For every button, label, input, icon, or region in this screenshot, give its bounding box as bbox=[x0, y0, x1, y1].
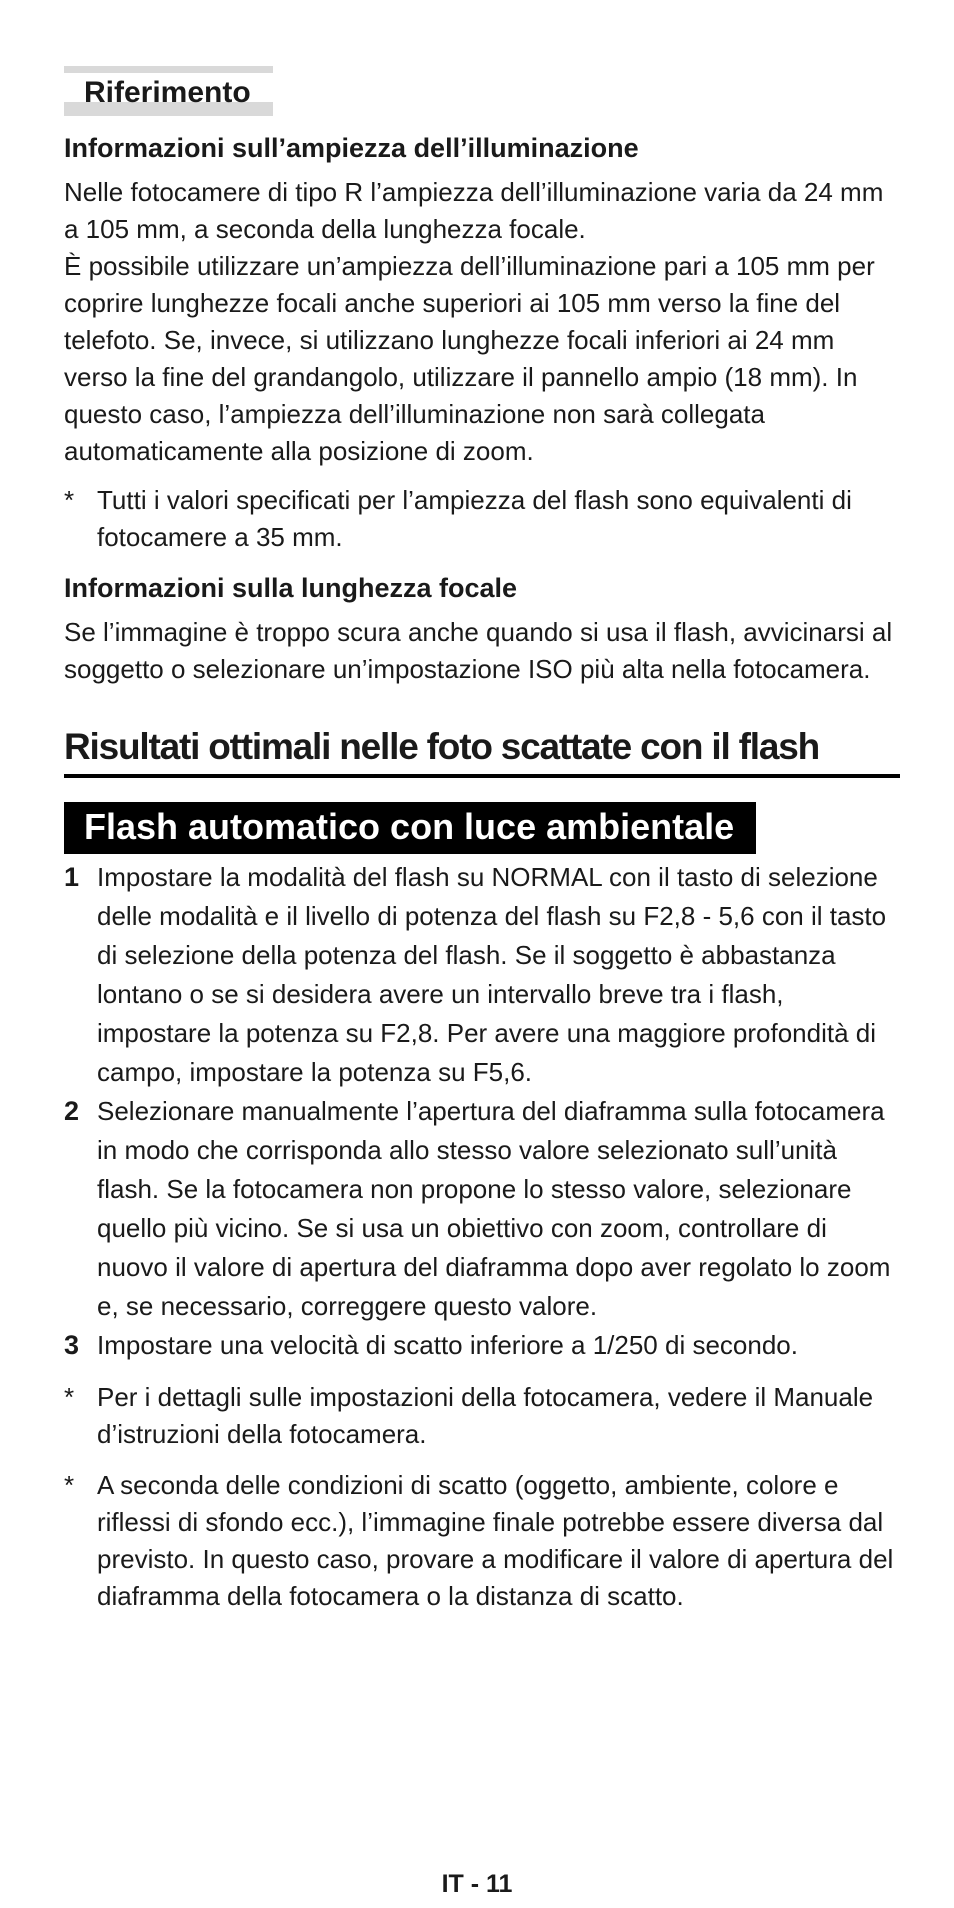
steps-list bbox=[64, 858, 900, 1365]
focal-paragraph: Se l’immagine è troppo scura anche quando si usa il flash, avvicinarsi al soggetto o selezionare un’impostazione ISO più alta nella fotocamera. bbox=[64, 617, 893, 684]
step-item bbox=[64, 1326, 900, 1365]
note-asterisk: * bbox=[64, 1470, 75, 1500]
illumination-heading: Informazioni sull’ampiezza dell’illuminazione bbox=[64, 133, 639, 163]
note-asterisk: * bbox=[64, 1382, 75, 1412]
reference-label: Riferimento bbox=[84, 76, 251, 109]
illumination-paragraph-2: È possibile utilizzare un’ampiezza dell’illuminazione pari a 105 mm per coprire lunghezze focali anche superiori ai 105 mm verso la fine del telefoto. Se, invece, si utilizzano lunghezze focali inferiori ai 24 mm verso la fine del grandangolo, utilizzare il pannello ampio (18 mm). In questo caso, l’ampiezza dell’illuminazione non sarà collegata automaticamente alla posizione di zoom. bbox=[64, 251, 875, 466]
note-text: A seconda delle condizioni di scatto (oggetto, ambiente, colore e riflessi di sfondo ecc.), l’immagine finale potrebbe essere diversa dal previsto. In questo caso, provare a modificare il valore di apertura del diaframma della fotocamera o la distanza di scatto. bbox=[97, 1470, 894, 1611]
note-item bbox=[64, 1467, 900, 1615]
manual-page bbox=[64, 66, 900, 1629]
illumination-note bbox=[64, 482, 900, 556]
banner-title: Flash automatico con luce ambientale bbox=[64, 802, 756, 854]
note-text: Per i dettagli sulle impostazioni della fotocamera, vedere il Manuale d’istruzioni della fotocamera. bbox=[97, 1382, 874, 1449]
step-number: 2 bbox=[64, 1096, 80, 1126]
step-text: Impostare una velocità di scatto inferiore a 1/250 di secondo. bbox=[97, 1330, 798, 1360]
illumination-paragraph-1: Nelle fotocamere di tipo R l’ampiezza dell’illuminazione varia da 24 mm a 105 mm, a seconda della lunghezza focale. bbox=[64, 177, 884, 244]
focal-heading: Informazioni sulla lunghezza focale bbox=[64, 573, 518, 603]
step-text: Selezionare manualmente l’apertura del diaframma sulla fotocamera in modo che corrisponda allo stesso valore selezionato sull’unità flash. Se la fotocamera non propone lo stesso valore, selezionare quello più vicino. Se si usa un obiettivo con zoom, controllare di nuovo il valore di apertura del diaframma dopo aver regolato lo zoom e, se necessario, correggere questo valore. bbox=[97, 1096, 891, 1321]
note-item bbox=[64, 1379, 900, 1453]
illumination-note-text: Tutti i valori specificati per l’ampiezza del flash sono equivalenti di fotocamere a 35 mm. bbox=[97, 485, 852, 552]
illumination-body bbox=[64, 174, 900, 470]
reference-label-box bbox=[64, 66, 273, 116]
step-item bbox=[64, 858, 900, 1092]
section-title: Risultati ottimali nelle foto scattate con il flash bbox=[64, 724, 900, 778]
step-number: 1 bbox=[64, 862, 80, 892]
step-number: 3 bbox=[64, 1330, 80, 1360]
page-number: IT - 11 bbox=[441, 1870, 513, 1898]
note-asterisk: * bbox=[64, 485, 75, 515]
step-text: Impostare la modalità del flash su NORMAL con il tasto di selezione delle modalità e il livello di potenza del flash su F2,8 - 5,6 con il tasto di selezione della potenza del flash. Se il soggetto è abbastanza lontano o se si desidera avere un intervallo breve tra i flash, impostare la potenza su F2,8. Per avere una maggiore profondità di campo, impostare la potenza su F5,6. bbox=[97, 862, 887, 1087]
step-item bbox=[64, 1092, 900, 1326]
